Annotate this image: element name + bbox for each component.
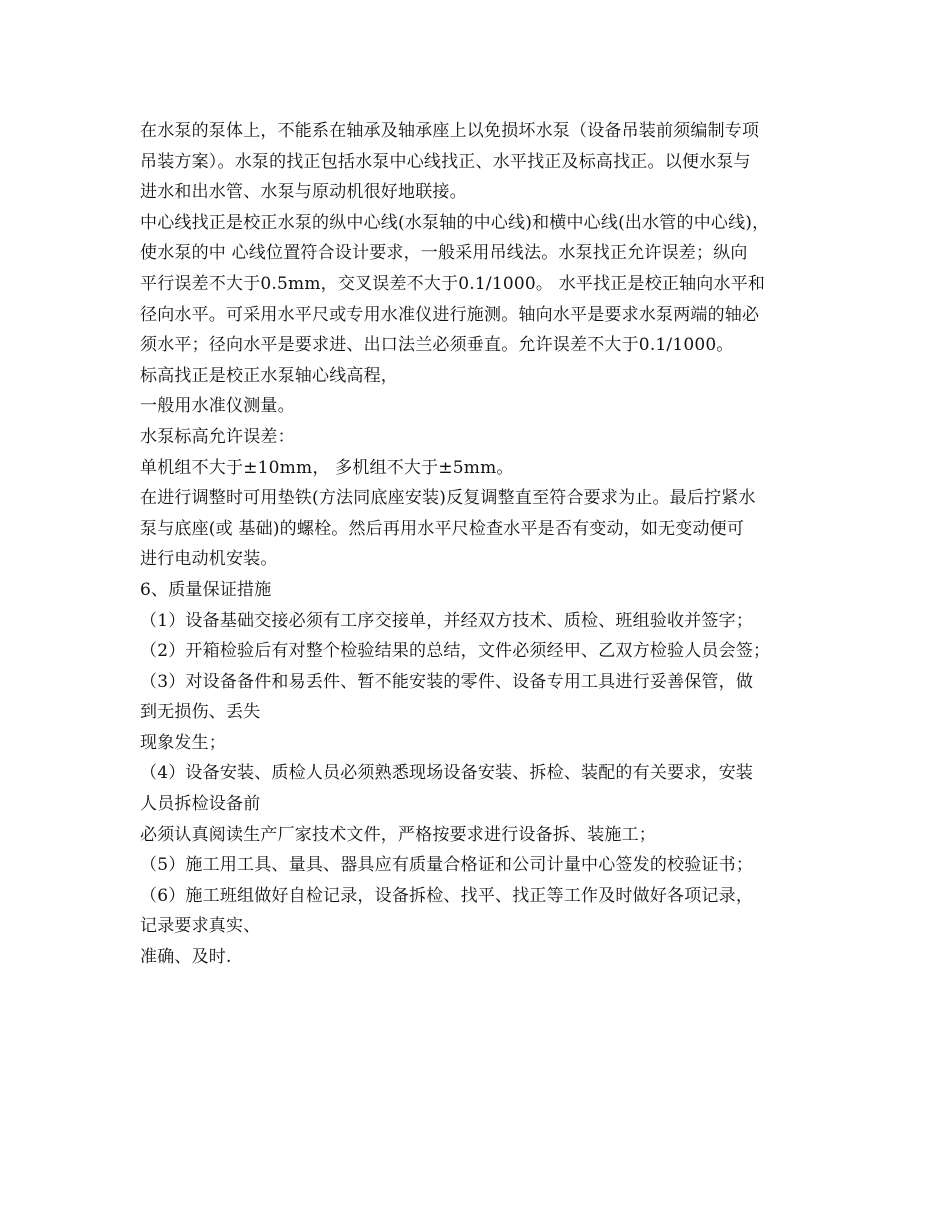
text-line: 进行电动机安装。	[140, 549, 278, 570]
text-line: （2）开箱检验后有对整个检验结果的总结，文件必须经甲、乙双方检验人员会签；	[140, 641, 771, 662]
text-line: （6）施工班组做好自检记录，设备拆检、找平、找正等工作及时做好各项记录，	[140, 885, 754, 906]
text-line: 一般用水准仪测量。	[140, 396, 295, 417]
text-line: 中心线找正是校正水泵的纵中心线(水泵轴的中心线)和横中心线(出水管的中心线)，	[140, 212, 770, 233]
text-line: 单机组不大于±10mm， 多机组不大于±5mm。	[140, 457, 514, 478]
text-line: （5）施工用工具、量具、器具应有质量合格证和公司计量中心签发的校验证书；	[140, 855, 754, 876]
text-line: 在水泵的泵体上，不能系在轴承及轴承座上以免损坏水泵（设备吊装前须编制专项	[140, 121, 760, 141]
text-line: 进水和出水管、水泵与原动机很好地联接。	[140, 182, 467, 203]
text-line: （1）设备基础交接必须有工序交接单，并经双方技术、质检、班组验收并签字；	[140, 610, 754, 631]
text-line: 水泵标高允许误差：	[140, 426, 295, 447]
text-line: 记录要求真实、	[140, 916, 261, 937]
text-line: 吊装方案）。水泵的找正包括水泵中心线找正、水平找正及标高找正。以便水泵与	[140, 151, 751, 172]
text-line: 标高找正是校正水泵轴心线高程，	[140, 365, 398, 386]
text-line: 现象发生；	[140, 732, 226, 753]
text-line: （3）对设备备件和易丢件、暂不能安装的零件、设备专用工具进行妥善保管，做	[140, 671, 754, 692]
text-line: 在进行调整时可用垫铁(方法同底座安装)反复调整直至符合要求为止。最后拧紧水	[140, 488, 756, 509]
text-line: （4）设备安装、质检人员必须熟悉现场设备安装、拆检、装配的有关要求，安装	[140, 763, 754, 784]
text-line: 须水平；径向水平是要求进、出口法兰必须垂直。允许误差不大于0.1/1000。	[140, 335, 734, 356]
text-line: 到无损伤、丢失	[140, 702, 261, 723]
document-body	[140, 116, 820, 973]
text-line: 人员拆检设备前	[140, 794, 261, 815]
text-line: 准确、及时.	[140, 947, 232, 968]
text-line: 平行误差不大于0.5mm，交叉误差不大于0.1/1000。 水平找正是校正轴向水平和	[140, 273, 766, 294]
text-line: 使水泵的中 心线位置符合设计要求，一般采用吊线法。水泵找正允许误差；纵向	[140, 243, 748, 264]
text-line: 必须认真阅读生产厂家技术文件，严格按要求进行设备拆、装施工；	[140, 824, 656, 845]
text-line: 径向水平。可采用水平尺或专用水准仪进行施测。轴向水平是要求水泵两端的轴必	[140, 304, 760, 325]
text-line: 泵与底座(或 基础)的螺栓。然后再用水平尺检查水平是否有变动，如无变动便可	[140, 518, 745, 539]
section-heading: 6、质量保证措施	[140, 579, 272, 600]
